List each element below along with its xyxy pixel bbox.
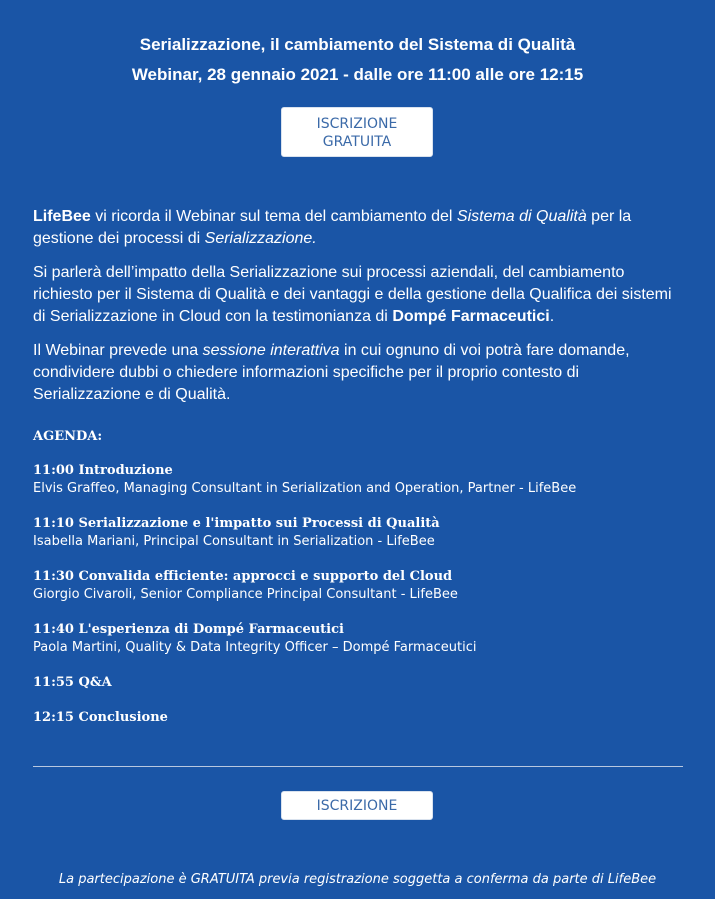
agenda-item-speaker: Isabella Mariani, Principal Consultant in Serialization - LifeBee (33, 534, 435, 549)
free-registration-line2: GRATUITA (322, 134, 392, 150)
agenda-item-title: 11:10 Serializzazione e l'impatto sui Processi di Qualità (33, 516, 440, 531)
intro-p2-end: . (549, 308, 555, 325)
agenda-item-title: 11:30 Convalida efficiente: approcci e supporto del Cloud (33, 569, 453, 584)
divider (33, 766, 683, 767)
intro-p2-text: Si parlerà dell’impatto della Serializzazione sui processi aziendali, del cambiamento richiesto per il Sistema di Qualità e dei vantaggi e della gestione della Qualifica dei sistemi di Serializzazione in Cloud con la testimonianza di (33, 264, 672, 325)
intro-p3-em: sessione interattiva (202, 342, 340, 359)
footer-note: La partecipazione è GRATUITA previa registrazione soggetta a conferma da parte di LifeBee (58, 872, 657, 887)
intro-p1-em-a: Sistema di Qualità (456, 208, 587, 225)
intro-p3-text-b: in cui ognuno di voi potrà fare domande, condividere dubbi o chiedere informazioni specifiche per il proprio contesto di Serializzazione e di Qualità. (33, 342, 630, 403)
agenda-item-title: 11:55 Q&A (33, 675, 112, 690)
intro-paragraph-3 (33, 340, 683, 406)
agenda-item-speaker: Paola Martini, Quality & Data Integrity Officer – Dompé Farmaceutici (33, 640, 477, 655)
intro-text (33, 206, 683, 418)
webinar-title: Serializzazione, il cambiamento del Sistema di Qualità (139, 35, 576, 54)
agenda-item-title: 11:40 L'esperienza di Dompé Farmaceutici (33, 622, 344, 637)
header (0, 30, 715, 90)
agenda-item-speaker: Giorgio Civaroli, Senior Compliance Principal Consultant - LifeBee (33, 587, 458, 602)
webinar-date: Webinar, 28 gennaio 2021 - dalle ore 11:00 alle ore 12:15 (131, 65, 584, 84)
brand-name: LifeBee (33, 208, 91, 225)
agenda-item (33, 515, 683, 551)
intro-p2-strong: Dompé Farmaceutici (392, 308, 550, 325)
free-registration-button[interactable] (281, 107, 433, 157)
intro-paragraph-1 (33, 206, 683, 250)
registration-button[interactable]: ISCRIZIONE (281, 791, 433, 820)
intro-paragraph-2 (33, 262, 683, 328)
intro-p1-text-a: vi ricorda il Webinar sul tema del cambiamento del (90, 208, 457, 225)
agenda (33, 428, 683, 744)
intro-p1-text-b: per la gestione dei processi di (33, 208, 632, 247)
agenda-item (33, 568, 683, 604)
agenda-item-title: 12:15 Conclusione (33, 710, 168, 725)
agenda-item (33, 709, 683, 727)
agenda-item (33, 621, 683, 657)
agenda-label: AGENDA: (33, 429, 103, 444)
agenda-item-title: 11:00 Introduzione (33, 463, 173, 478)
agenda-item (33, 462, 683, 498)
intro-p3-text-a: Il Webinar prevede una (33, 342, 203, 359)
agenda-item-speaker: Elvis Graffeo, Managing Consultant in Serialization and Operation, Partner - LifeBee (33, 481, 577, 496)
agenda-item (33, 674, 683, 692)
intro-p1-em-b: Serializzazione. (204, 230, 317, 247)
free-registration-line1: ISCRIZIONE (316, 116, 398, 132)
